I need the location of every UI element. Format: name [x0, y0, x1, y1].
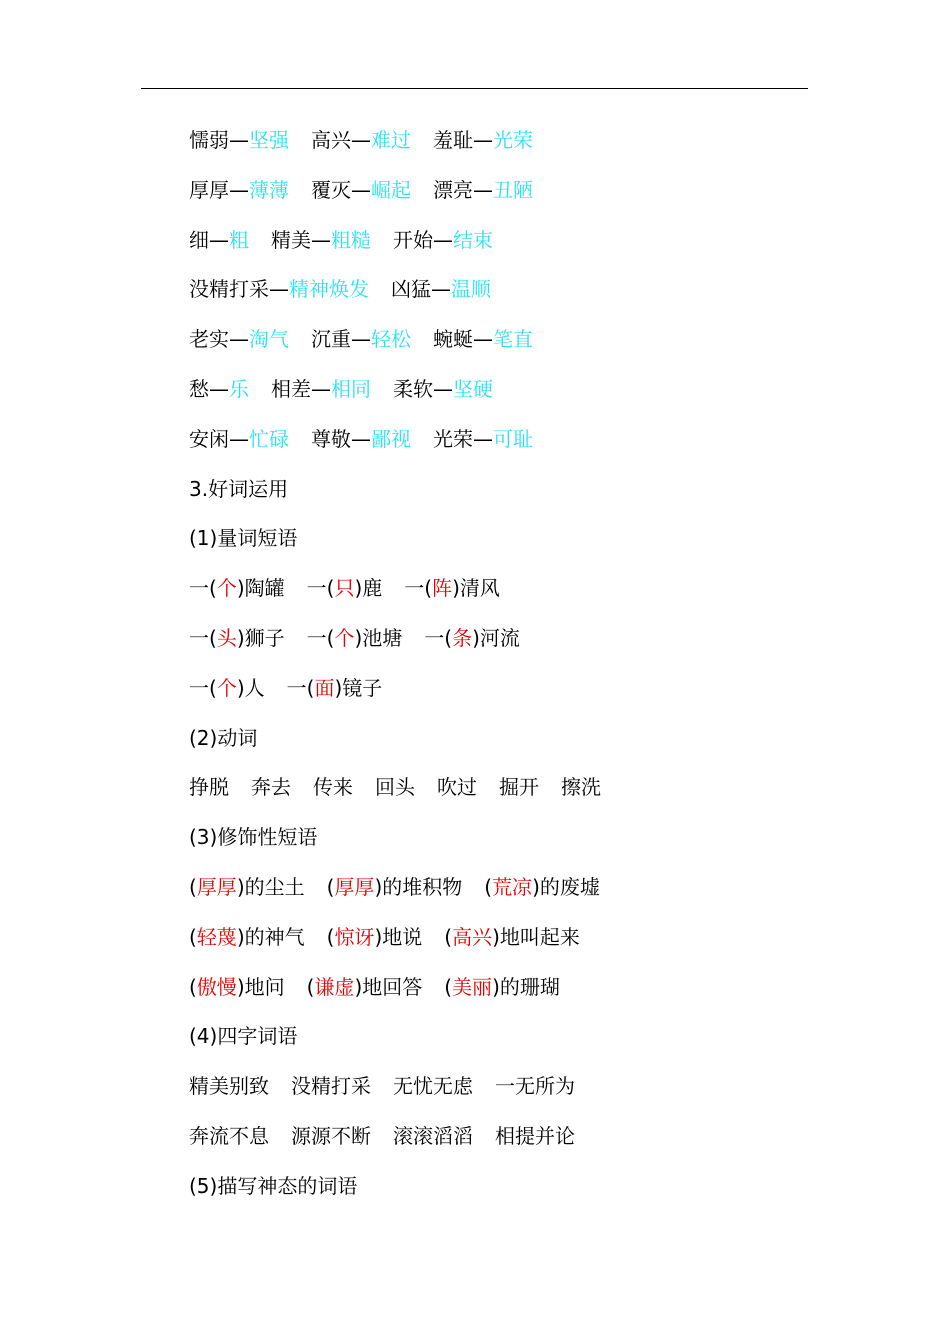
antonym-word: 凶猛: [391, 277, 431, 302]
measure-answer: 头: [216, 625, 237, 650]
subsection-heading: (5)描写神态的词语: [189, 1173, 358, 1198]
measure-prefix: 一: [286, 675, 307, 700]
modifier-phrase: 的废墟: [539, 874, 600, 899]
modifier-answer: 惊讶: [334, 924, 375, 949]
antonym-word: 安闲: [189, 426, 229, 451]
modifier-answer: 谦虚: [314, 974, 355, 999]
modifier-phrase: 地问: [244, 974, 285, 999]
antonym-word: 覆灭: [311, 177, 351, 202]
right-paren: ): [354, 576, 363, 601]
measure-prefix: 一: [306, 625, 327, 650]
left-paren: (: [326, 924, 335, 949]
idiom-word: 滚滚滔滔: [393, 1123, 473, 1148]
verb-word: 挣脱: [189, 775, 229, 800]
verb-word: 传来: [313, 775, 353, 800]
idiom-word: 源源不断: [291, 1123, 371, 1148]
antonym-answer: 笔直: [493, 327, 533, 352]
left-paren: (: [444, 924, 453, 949]
antonym-answer: 轻松: [371, 327, 411, 352]
right-paren: ): [236, 576, 245, 601]
antonym-word: 老实: [189, 327, 229, 352]
modifier-answer: 厚厚: [334, 874, 375, 899]
antonym-word: 柔软: [393, 376, 433, 401]
antonym-word: 尊敬: [311, 426, 351, 451]
header-rule: [141, 88, 808, 89]
idiom-word: 一无所为: [495, 1074, 575, 1099]
verb-word: 奔去: [251, 775, 291, 800]
modifier-answer: 荒凉: [492, 874, 533, 899]
antonym-word: 精美: [271, 227, 311, 252]
left-paren: (: [189, 924, 197, 949]
modifier-phrase: 的堆积物: [382, 874, 463, 899]
dash: —: [311, 376, 331, 401]
right-paren: ): [354, 625, 363, 650]
idiom-word: 精美别致: [189, 1074, 269, 1099]
modifier-row: [189, 863, 829, 913]
subsection-heading: (2)动词: [189, 725, 258, 750]
antonym-answer: 丑陋: [493, 177, 533, 202]
antonym-row: [189, 166, 829, 216]
left-paren: (: [326, 625, 335, 650]
dash: —: [473, 426, 493, 451]
verb-word: 掘开: [499, 775, 539, 800]
measure-prefix: 一: [404, 576, 425, 601]
antonym-answer: 崛起: [371, 177, 411, 202]
antonym-word: 细: [189, 227, 209, 252]
antonym-answer: 结束: [453, 227, 493, 252]
measure-noun: 人: [244, 675, 265, 700]
dash: —: [351, 128, 371, 152]
right-paren: ): [472, 625, 480, 650]
antonym-row: [189, 116, 829, 166]
antonym-answer: 相同: [331, 376, 371, 401]
antonym-word: 厚厚: [189, 177, 229, 202]
antonym-row: [189, 265, 829, 315]
modifier-answer: 傲慢: [196, 974, 237, 999]
antonym-answer: 粗糙: [331, 227, 371, 252]
measure-word-row: [189, 664, 829, 714]
dash: —: [229, 426, 249, 451]
measure-noun: 池塘: [362, 625, 403, 650]
antonym-answer: 鄙视: [371, 426, 411, 451]
measure-answer: 个: [216, 576, 237, 601]
antonym-answer: 坚硬: [453, 376, 493, 401]
measure-word-section: [189, 564, 829, 713]
right-paren: ): [236, 874, 245, 899]
antonym-word: 蜿蜒: [433, 327, 473, 352]
measure-answer: 面: [314, 675, 335, 700]
modifier-phrase: 的珊瑚: [499, 974, 560, 999]
antonym-word: 羞耻: [433, 128, 473, 152]
dash: —: [351, 177, 371, 202]
measure-noun: 陶罐: [244, 576, 285, 601]
right-paren: ): [236, 974, 245, 999]
verb-word: 吹过: [437, 775, 477, 800]
left-paren: (: [306, 974, 315, 999]
idiom-word: 相提并论: [495, 1123, 575, 1148]
right-paren: ): [354, 974, 363, 999]
antonym-word: 沉重: [311, 327, 351, 352]
antonym-word: 没精打采: [189, 277, 269, 302]
measure-answer: 个: [216, 675, 237, 700]
document-body: [189, 116, 829, 1212]
antonym-section: [189, 116, 829, 465]
antonym-row: [189, 415, 829, 465]
antonym-answer: 精神焕发: [289, 277, 369, 302]
antonym-answer: 难过: [371, 128, 411, 152]
right-paren: ): [374, 874, 383, 899]
antonym-answer: 粗: [229, 227, 249, 252]
measure-prefix: 一: [424, 625, 445, 650]
measure-word-row: [189, 614, 829, 664]
measure-noun: 鹿: [362, 576, 383, 601]
measure-answer: 只: [334, 576, 355, 601]
dash: —: [433, 376, 453, 401]
modifier-phrase: 的神气: [244, 924, 305, 949]
modifier-row: [189, 963, 829, 1013]
measure-noun: 清风: [459, 576, 500, 601]
subsection-heading: (4)四字词语: [189, 1024, 298, 1049]
modifier-section: [189, 863, 829, 1012]
antonym-answer: 坚强: [249, 128, 289, 152]
right-paren: ): [374, 924, 383, 949]
verb-word: 回头: [375, 775, 415, 800]
modifier-phrase: 地叫起来: [499, 924, 580, 949]
measure-noun: 河流: [479, 625, 520, 650]
verb-row: [189, 763, 829, 813]
left-paren: (: [189, 974, 197, 999]
antonym-word: 高兴: [311, 128, 351, 152]
dash: —: [229, 177, 249, 202]
modifier-answer: 美丽: [452, 974, 493, 999]
subsection-heading: (1)量词短语: [189, 526, 298, 551]
modifier-row: [189, 913, 829, 963]
dash: —: [229, 327, 249, 352]
modifier-answer: 厚厚: [196, 874, 237, 899]
left-paren: (: [189, 874, 197, 899]
antonym-word: 懦弱: [189, 128, 229, 152]
modifier-phrase: 地说: [382, 924, 423, 949]
dash: —: [311, 227, 331, 252]
idiom-section: [189, 1062, 829, 1162]
antonym-word: 开始: [393, 227, 433, 252]
left-paren: (: [326, 874, 335, 899]
antonym-row: [189, 365, 829, 415]
dash: —: [351, 426, 371, 451]
measure-noun: 狮子: [244, 625, 285, 650]
antonym-answer: 可耻: [493, 426, 533, 451]
left-paren: (: [306, 675, 315, 700]
modifier-phrase: 地回答: [362, 974, 423, 999]
measure-answer: 条: [452, 625, 473, 650]
left-paren: (: [326, 576, 335, 601]
dash: —: [433, 227, 453, 252]
section-heading: 3.好词运用: [189, 476, 289, 501]
left-paren: (: [424, 576, 433, 601]
antonym-word: 漂亮: [433, 177, 473, 202]
right-paren: ): [334, 675, 343, 700]
antonym-word: 相差: [271, 376, 311, 401]
measure-prefix: 一: [189, 625, 209, 650]
dash: —: [351, 327, 371, 352]
dash: —: [229, 128, 249, 152]
left-paren: (: [444, 974, 453, 999]
right-paren: ): [532, 874, 540, 899]
left-paren: (: [209, 576, 217, 601]
measure-noun: 镜子: [342, 675, 383, 700]
antonym-answer: 忙碌: [249, 426, 289, 451]
verb-word: 擦洗: [561, 775, 601, 800]
measure-answer: 个: [334, 625, 355, 650]
measure-word-row: [189, 564, 829, 614]
antonym-word: 愁: [189, 376, 209, 401]
idiom-word: 无忧无虑: [393, 1074, 473, 1099]
left-paren: (: [209, 625, 217, 650]
dash: —: [473, 128, 493, 152]
dash: —: [473, 327, 493, 352]
idiom-row: [189, 1112, 829, 1162]
left-paren: (: [209, 675, 217, 700]
antonym-answer: 淘气: [249, 327, 289, 352]
verb-section: [189, 763, 829, 813]
right-paren: ): [452, 576, 460, 601]
modifier-answer: 轻蔑: [196, 924, 237, 949]
measure-prefix: 一: [189, 675, 209, 700]
right-paren: ): [492, 924, 500, 949]
subsection-heading: (3)修饰性短语: [189, 825, 318, 850]
antonym-answer: 光荣: [493, 128, 533, 152]
dash: —: [431, 277, 451, 302]
dash: —: [209, 227, 229, 252]
antonym-row: [189, 216, 829, 266]
modifier-phrase: 的尘土: [244, 874, 305, 899]
left-paren: (: [444, 625, 453, 650]
antonym-answer: 温顺: [451, 277, 491, 302]
antonym-answer: 薄薄: [249, 177, 289, 202]
dash: —: [209, 376, 229, 401]
left-paren: (: [484, 874, 493, 899]
idiom-word: 奔流不息: [189, 1123, 269, 1148]
measure-answer: 阵: [432, 576, 453, 601]
idiom-row: [189, 1062, 829, 1112]
idiom-word: 没精打采: [291, 1074, 371, 1099]
right-paren: ): [236, 924, 245, 949]
modifier-answer: 高兴: [452, 924, 493, 949]
antonym-row: [189, 315, 829, 365]
antonym-word: 光荣: [433, 426, 473, 451]
right-paren: ): [236, 675, 245, 700]
measure-prefix: 一: [189, 576, 209, 601]
measure-prefix: 一: [306, 576, 327, 601]
right-paren: ): [236, 625, 245, 650]
dash: —: [473, 177, 493, 202]
right-paren: ): [492, 974, 500, 999]
dash: —: [269, 277, 289, 302]
antonym-answer: 乐: [229, 376, 249, 401]
